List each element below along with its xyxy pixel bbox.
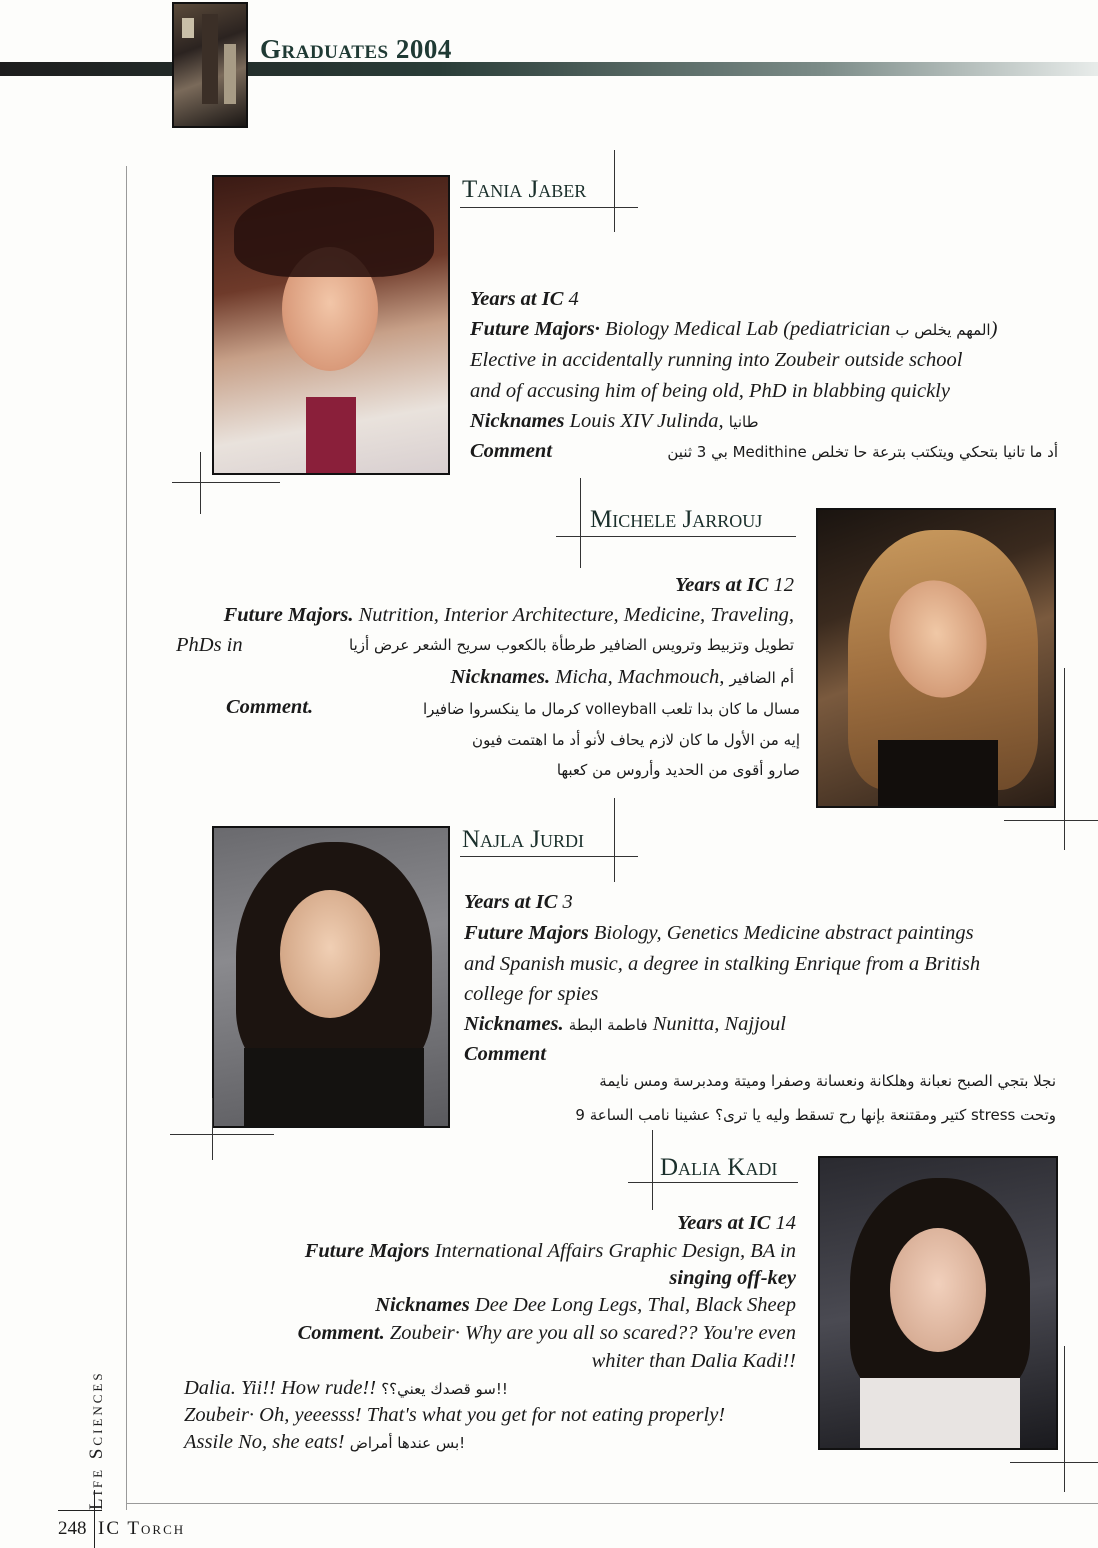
nick-label: Nicknames [470, 410, 565, 432]
majors-label: Future Majors· [470, 318, 600, 340]
years-label: Years at IC [676, 1212, 771, 1234]
tania-majors [470, 314, 997, 346]
name-cross-h [460, 856, 638, 857]
majors-arabic: المهم يخلص ب [895, 321, 991, 339]
tania-majors-line3: and of accusing him of being old, PhD in blabbing quickly [470, 380, 950, 402]
magazine-name: IC Torch [98, 1518, 186, 1539]
nick-label: Nicknames. [450, 666, 551, 688]
photo-cross-h [1004, 820, 1098, 821]
name-tania-jaber: Tania Jaber [462, 176, 587, 203]
majors-label: Future Majors. [223, 604, 354, 626]
comment-label: Comment [464, 1043, 547, 1065]
michele-comment-label [226, 692, 313, 723]
comment-line5-text: Assile No, she eats! [184, 1431, 345, 1453]
dalia-comment-line4: Zoubeir· Oh, yeeesss! That's what you get for not eating properly! [184, 1404, 726, 1426]
comment-line3-text: Dalia. Yii!! How rude!! [184, 1377, 377, 1399]
nick-arabic: فاطمة البطة [568, 1016, 648, 1034]
michele-majors-arabic: تطويل وتزبيط وترويس الضافير طرطأة بالكعوب سريح الشعر عرض أزيا [349, 636, 794, 654]
comment-line5-arabic: بس عندها أمراض! [349, 1434, 466, 1452]
name-cross-h [628, 1182, 798, 1183]
majors-value: Nutrition, Interior Architecture, Medicine, Traveling, [358, 604, 794, 626]
page-number: 248 [58, 1518, 87, 1539]
years-label: Years at IC [470, 288, 564, 310]
photo-tania-jaber [212, 175, 450, 475]
dalia-comment-line2: whiter than Dalia Kadi!! [591, 1350, 796, 1372]
majors-label: Future Majors [464, 922, 589, 944]
name-cross-h [556, 536, 796, 537]
comment-label: Comment. [297, 1322, 385, 1344]
nick-label: Nicknames [375, 1294, 470, 1316]
photo-cross-v [1064, 1346, 1065, 1492]
years-value: 14 [775, 1212, 796, 1234]
michele-years [560, 570, 794, 601]
tania-years [470, 284, 579, 315]
nick-value: Nunitta, Najjoul [652, 1013, 786, 1035]
michele-nicknames [300, 662, 794, 694]
footer-divider-h [58, 1510, 102, 1511]
najla-majors-line2: and Spanish music, a degree in stalking Enrique from a British [464, 953, 981, 975]
dalia-years [560, 1208, 796, 1239]
dalia-comment [200, 1318, 796, 1349]
photo-dalia-kadi [818, 1156, 1058, 1450]
section-label: Life Sciences [86, 1370, 107, 1510]
nick-value: Louis XIV Julinda, [569, 410, 724, 432]
photo-michele-jarrouj [816, 508, 1056, 808]
name-cross-v [652, 1130, 653, 1210]
nick-label: Nicknames. [464, 1013, 564, 1035]
michele-phds: PhDs in [176, 634, 243, 656]
tania-comment [470, 436, 552, 467]
majors-value: International Affairs Graphic Design, BA in [434, 1240, 796, 1262]
photo-cross-h [1010, 1462, 1098, 1463]
dalia-nicknames [250, 1290, 796, 1321]
michele-comment-line3: صارو أقوى من الحديد وأروس من كعبها [556, 761, 800, 779]
photo-cross-h [172, 482, 280, 483]
najla-comment-line1: نجلا بتجي الصبح نعبانة وهلكانة ونعسانة وصفرا وميتة ومدبرسة ومس نايمة [599, 1072, 1056, 1090]
michele-majors [160, 600, 794, 631]
years-value: 3 [562, 891, 573, 913]
comment-line3-arabic: سو قصدك يعني؟؟!! [381, 1380, 508, 1398]
nick-arabic: أم الضافير [729, 669, 794, 687]
najla-majors [464, 918, 974, 949]
nick-arabic: طانيا [728, 413, 759, 431]
najla-nicknames [464, 1009, 786, 1041]
dalia-majors [200, 1236, 796, 1267]
page-title: Graduates 2004 [260, 34, 452, 64]
years-label: Years at IC [464, 891, 558, 913]
nick-value: Dee Dee Long Legs, Thal, Black Sheep [474, 1294, 796, 1316]
name-cross-v [614, 798, 615, 882]
najla-comment-line2: وتحت stress كتير ومقتنعة بإنها رح تسقط وليه يا ترى؟ عشينا نامب الساعة 9 [575, 1106, 1056, 1124]
comment-label: Comment [470, 440, 553, 462]
years-value: 12 [773, 574, 794, 596]
name-cross-v [614, 150, 615, 232]
name-dalia-kadi: Dalia Kadi [660, 1154, 778, 1181]
name-michele-jarrouj: Michele Jarrouj [590, 506, 763, 533]
photo-cross-v [1064, 668, 1065, 850]
comment-line1: Zoubeir· Why are you all so scared?? You're even [389, 1322, 796, 1344]
tania-majors-line2: Elective in accidentally running into Zoubeir outside school [470, 349, 963, 371]
photo-cross-h [170, 1134, 274, 1135]
michele-comment-line1: مسال ما كان بدا تلعب volleyball كرمال ما ينكسروا ضافيرا [422, 700, 800, 718]
najla-years [464, 887, 573, 918]
years-label: Years at IC [674, 574, 769, 596]
najla-majors-line3: college for spies [464, 983, 599, 1005]
dalia-comment-line5 [184, 1427, 465, 1459]
left-rule [126, 166, 127, 1510]
name-cross-v [580, 478, 581, 568]
majors-value: Biology Medical Lab (pediatrician [605, 318, 891, 340]
bottom-rule [126, 1503, 1098, 1504]
photo-cross-v [200, 452, 201, 514]
majors-label: Future Majors [304, 1240, 430, 1262]
nick-value: Micha, Machmouch, [555, 666, 725, 688]
majors-value: Biology, Genetics Medicine abstract paintings [593, 922, 974, 944]
name-cross-h [460, 207, 638, 208]
majors-close: ) [990, 318, 998, 340]
comment-label: Comment. [226, 696, 314, 718]
photo-cross-v [212, 1098, 213, 1160]
years-value: 4 [568, 288, 579, 310]
najla-comment-label [464, 1039, 546, 1070]
header-band [0, 62, 1098, 76]
header-photo [172, 2, 248, 128]
michele-comment-line2: إيه من الأول ما كان لازم يحاف لأنو أد ما اهتمت فيون [472, 731, 800, 749]
tania-comment-value: أد ما تانيا بتحكي ويتكتب بترعة حا تخلص Medithine بي 3 ثنين [667, 443, 1058, 461]
dalia-majors-line2: singing off-key [669, 1267, 796, 1289]
tania-nicknames [470, 406, 759, 438]
name-najla-jurdi: Najla Jurdi [462, 826, 585, 853]
photo-najla-jurdi [212, 826, 450, 1128]
